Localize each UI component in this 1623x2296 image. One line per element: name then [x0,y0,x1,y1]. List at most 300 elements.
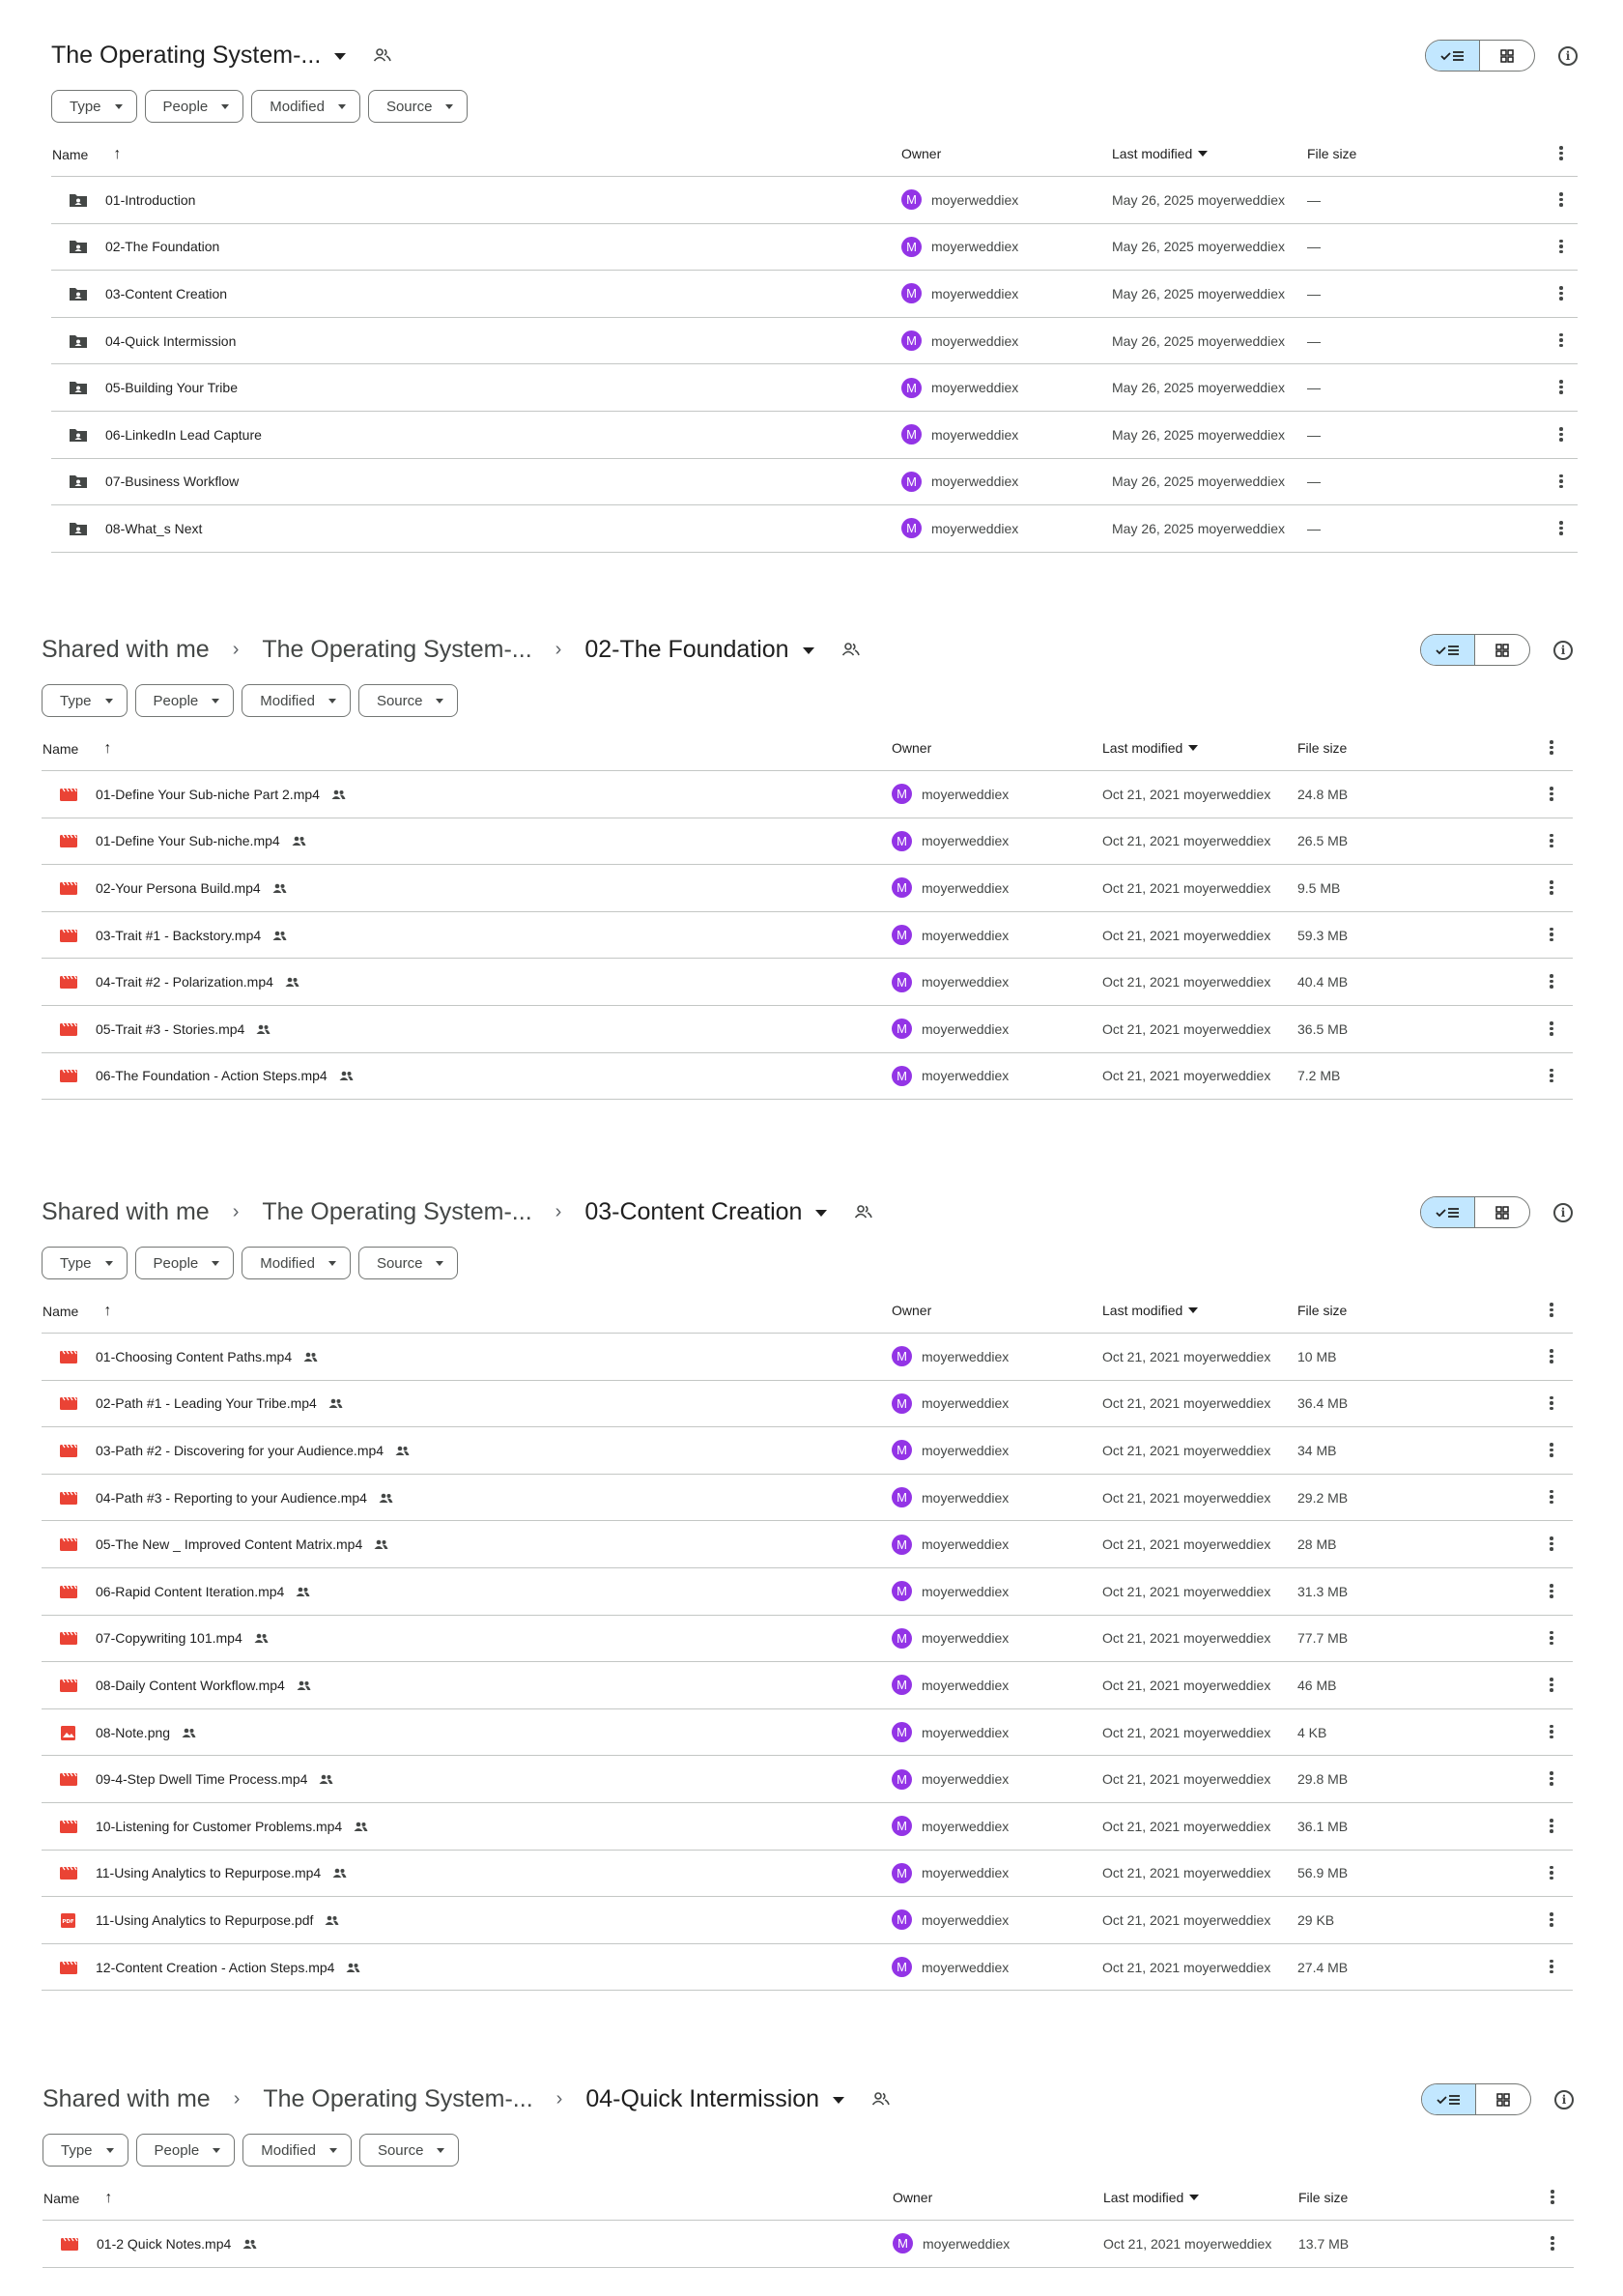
column-owner[interactable] [892,740,931,756]
table-row[interactable] [51,224,1578,272]
table-row[interactable] [42,1944,1573,1992]
column-last-modified[interactable] [1103,2190,1199,2205]
file-name[interactable]: 03-Trait #1 - Backstory.mp4 [96,927,262,943]
modified-cell [1102,818,1270,865]
file-name[interactable]: 02-The Foundation [105,239,220,255]
breadcrumb-link[interactable]: The Operating System-... [263,2084,533,2112]
modified-cell [1102,1662,1270,1708]
last-modified: Oct 21, 2021 moyerweddiex [1102,1536,1271,1553]
last-modified: Oct 21, 2021 moyerweddiex [1102,833,1271,849]
folder-title[interactable]: 04-Quick Intermission [585,2084,820,2112]
file-name-cell [69,318,236,364]
file-name[interactable]: 01-Define Your Sub-niche Part 2.mp4 [96,786,320,802]
file-name[interactable]: 06-Rapid Content Iteration.mp4 [96,1583,285,1599]
last-modified: May 26, 2025 moyerweddiex [1112,191,1285,208]
file-size: 29.8 MB [1297,1771,1349,1788]
filter-chip-label: People [162,98,209,115]
more-actions-icon[interactable] [1550,1582,1553,1600]
file-size: 13.7 MB [1298,2235,1350,2252]
owner-cell [892,1709,1009,1756]
modified-cell [1112,271,1285,317]
size-cell [1307,505,1321,552]
column-owner[interactable] [893,2190,932,2205]
column-name-label: Name [43,741,79,757]
file-name-cell [59,1521,388,1567]
file-name-cell [59,1568,310,1615]
filter-chip-type[interactable] [43,2134,128,2167]
file-name[interactable]: 05-Building Your Tribe [105,380,238,396]
last-modified: Oct 21, 2021 moyerweddiex [1102,974,1271,990]
table-row[interactable] [42,1568,1573,1616]
filter-chip-people[interactable] [135,684,235,717]
more-actions-icon[interactable] [1559,425,1563,444]
folder-view-4 [43,2080,1574,2272]
sort-dropdown-icon[interactable] [1189,2195,1199,2200]
owner-cell [901,412,1018,458]
file-name[interactable]: 01-2 Quick Notes.mp4 [97,2235,232,2252]
more-actions-icon[interactable] [1550,1019,1553,1038]
more-actions-icon[interactable] [1559,378,1563,396]
avatar: M [901,330,922,351]
table-row[interactable] [42,1897,1573,1944]
last-modified: May 26, 2025 moyerweddiex [1112,332,1285,349]
folder-view-3 [42,1192,1573,1995]
avatar: M [892,1863,912,1883]
modified-cell [1102,1475,1270,1521]
file-name-cell [69,459,239,505]
shared-icon [297,1678,311,1693]
table-row[interactable] [51,271,1578,318]
sort-ascending-icon[interactable]: ↑ [104,2190,113,2206]
layout-toggle [1425,40,1535,72]
file-name[interactable]: 01-Choosing Content Paths.mp4 [96,1348,293,1364]
more-actions-icon[interactable] [1550,1676,1553,1694]
chevron-right-icon: › [555,638,562,660]
file-name[interactable]: 03-Content Creation [105,285,228,301]
filter-chip-label: People [153,1254,199,1272]
table-row[interactable] [51,318,1578,365]
shared-icon [256,1021,270,1037]
column-last-modified[interactable] [1102,1303,1198,1318]
shared-icon [296,1584,310,1599]
more-actions-icon[interactable] [1559,284,1563,302]
more-actions-icon[interactable] [1559,519,1563,537]
table-row[interactable] [42,865,1573,912]
owner-cell [892,1756,1009,1802]
owner-name: moyerweddiex [922,1068,1010,1084]
owner-cell [892,1053,1009,1100]
file-size: 56.9 MB [1297,1865,1349,1881]
table-row[interactable] [42,959,1573,1006]
file-name[interactable]: 04-Trait #2 - Polarization.mp4 [96,974,273,990]
owner-cell [901,177,1018,223]
shared-people-icon[interactable] [871,2091,891,2107]
filter-chip-modified[interactable] [242,684,351,717]
owner-cell [901,318,1018,364]
shared-icon [379,1490,393,1506]
avatar: M [892,1675,912,1695]
more-actions-icon[interactable] [1550,1535,1553,1553]
more-actions-icon[interactable] [1550,1958,1553,1976]
grid-view-icon[interactable] [1475,1197,1529,1227]
more-actions-icon[interactable] [1559,473,1563,491]
file-name[interactable]: 04-Quick Intermission [105,332,237,349]
filter-chip-modified[interactable] [242,2134,352,2167]
owner-cell [901,459,1018,505]
column-options-icon[interactable] [1559,144,1563,162]
dropdown-arrow-icon [445,104,453,109]
folder-icon [69,239,88,254]
modified-cell [1102,1334,1270,1380]
video-icon [59,787,78,802]
size-cell [1297,1709,1326,1756]
file-name[interactable]: 03-Path #2 - Discovering for your Audience.mp4 [96,1442,384,1458]
column-name[interactable] [43,2190,112,2207]
more-actions-icon[interactable] [1550,972,1553,990]
folder-title[interactable]: The Operating System-... [51,41,322,69]
file-name[interactable]: 01-Define Your Sub-niche.mp4 [96,833,280,849]
size-cell [1297,1756,1348,1802]
column-name[interactable] [43,740,111,758]
chevron-right-icon: › [233,2087,241,2109]
owner-cell [901,505,1018,552]
owner-name: moyerweddiex [922,927,1010,943]
file-name[interactable]: 12-Content Creation - Action Steps.mp4 [96,1959,335,1975]
table-row[interactable] [42,1053,1573,1101]
more-actions-icon[interactable] [1550,1864,1553,1882]
owner-name: moyerweddiex [922,1724,1010,1740]
shared-icon [325,1912,339,1928]
last-modified: Oct 21, 2021 moyerweddiex [1102,1630,1271,1647]
avatar: M [892,1346,912,1366]
size-cell [1297,771,1348,818]
folder-title[interactable]: 03-Content Creation [584,1197,803,1225]
table-row[interactable] [51,459,1578,506]
layout-toggle [1420,634,1530,666]
shared-people-icon[interactable] [841,642,861,657]
shared-icon [242,2236,257,2252]
breadcrumb-link[interactable]: Shared with me [42,1197,210,1225]
grid-view-icon[interactable] [1476,2084,1530,2114]
table-row[interactable] [42,1427,1573,1475]
more-actions-icon[interactable] [1550,1629,1553,1648]
table-row[interactable] [51,177,1578,224]
column-options-icon[interactable] [1550,1301,1553,1319]
filter-chip-source[interactable] [368,90,469,123]
file-name[interactable]: 04-Path #3 - Reporting to your Audience.mp4 [96,1489,367,1506]
breadcrumb-link[interactable]: The Operating System-... [262,1197,532,1225]
more-actions-icon[interactable] [1550,1488,1553,1507]
file-name[interactable]: 09-4-Step Dwell Time Process.mp4 [96,1771,308,1788]
more-actions-icon[interactable] [1559,331,1563,350]
more-actions-icon[interactable] [1550,1723,1553,1741]
file-name[interactable]: 11-Using Analytics to Repurpose.mp4 [96,1865,322,1881]
folder-title[interactable]: 02-The Foundation [584,635,789,663]
file-name[interactable]: 08-What_s Next [105,520,203,536]
column-file-size[interactable] [1307,146,1356,161]
folder-header [42,1192,1573,1231]
dropdown-arrow-icon [213,2148,220,2153]
file-size: 36.1 MB [1297,1818,1349,1834]
dropdown-arrow-icon [328,1261,336,1266]
info-icon[interactable]: i [1553,641,1573,660]
breadcrumb-link[interactable]: The Operating System-... [262,635,532,663]
table-row[interactable] [42,1616,1573,1663]
sort-ascending-icon[interactable]: ↑ [113,146,122,162]
view-controls [1425,40,1578,72]
folder-menu-dropdown-icon[interactable] [334,53,346,60]
owner-cell [893,2221,1010,2267]
file-name[interactable]: 06-The Foundation - Action Steps.mp4 [96,1068,327,1084]
filter-chip-label: Source [385,98,433,115]
file-size: 28 MB [1297,1536,1337,1553]
more-actions-icon[interactable] [1550,878,1553,897]
file-name[interactable]: 06-LinkedIn Lead Capture [105,426,262,443]
dropdown-arrow-icon [212,699,219,703]
owner-name: moyerweddiex [922,1583,1010,1599]
video-icon [59,1678,78,1693]
column-name[interactable] [52,146,121,163]
table-row[interactable] [51,364,1578,412]
file-name-cell [59,1475,393,1521]
filter-chip-type[interactable] [42,1247,128,1279]
more-actions-icon[interactable] [1550,926,1553,944]
more-actions-icon[interactable] [1550,785,1553,803]
owner-name: moyerweddiex [922,833,1010,849]
shared-people-icon[interactable] [854,1204,873,1220]
more-actions-icon[interactable] [1550,1769,1553,1788]
file-name-cell [59,1662,311,1708]
last-modified: Oct 21, 2021 moyerweddiex [1102,1489,1271,1506]
file-name[interactable]: 02-Path #1 - Leading Your Tribe.mp4 [96,1395,317,1412]
last-modified: Oct 21, 2021 moyerweddiex [1102,1865,1271,1881]
last-modified: Oct 21, 2021 moyerweddiex [1103,2235,1272,2252]
avatar: M [893,2233,913,2253]
owner-cell [901,364,1018,411]
table-row[interactable] [51,412,1578,459]
more-actions-icon[interactable] [1550,1067,1553,1085]
sort-dropdown-icon[interactable] [1188,1307,1198,1313]
shared-icon [182,1725,196,1740]
more-actions-icon[interactable] [1550,832,1553,850]
column-modified-label: Last modified [1102,1303,1183,1318]
file-size: 27.4 MB [1297,1959,1349,1975]
avatar: M [892,925,912,945]
sort-ascending-icon[interactable]: ↑ [103,1303,112,1319]
file-name-cell [59,1897,339,1943]
filter-chip-people[interactable] [136,2134,236,2167]
more-actions-icon[interactable] [1559,238,1563,256]
file-name[interactable]: 07-Copywriting 101.mp4 [96,1630,242,1647]
modified-cell [1102,1851,1270,1897]
owner-name: moyerweddiex [923,2235,1011,2252]
table-row[interactable] [42,1803,1573,1851]
breadcrumb-link[interactable]: Shared with me [42,635,210,663]
file-name[interactable]: 05-The New _ Improved Content Matrix.mp4 [96,1536,363,1553]
video-icon [59,833,78,848]
modified-cell [1102,1053,1270,1100]
file-size: — [1307,426,1321,443]
owner-cell [892,1616,1009,1662]
info-icon[interactable]: i [1554,2090,1574,2109]
list-view-icon[interactable] [1421,635,1475,665]
more-actions-icon[interactable] [1559,190,1563,209]
size-cell [1307,318,1321,364]
video-icon [60,2236,79,2252]
table-row[interactable] [42,1851,1573,1898]
column-options-icon[interactable] [1551,2188,1554,2206]
filter-chip-people[interactable] [135,1247,235,1279]
size-cell [1297,865,1340,911]
file-size: — [1307,474,1321,490]
file-name[interactable]: 10-Listening for Customer Problems.mp4 [96,1818,343,1834]
table-row[interactable] [42,771,1573,818]
table-row[interactable] [42,1381,1573,1428]
last-modified: Oct 21, 2021 moyerweddiex [1102,1677,1271,1693]
column-owner[interactable] [901,146,941,161]
info-icon[interactable]: i [1558,46,1578,66]
table-row[interactable] [42,912,1573,960]
filter-chips [42,684,466,717]
file-name-cell [69,364,238,411]
filter-chip-type[interactable] [42,684,128,717]
pdf-icon [59,1912,78,1928]
video-icon [59,1443,78,1458]
filter-chip-source[interactable] [359,2134,460,2167]
owner-cell [892,1803,1009,1850]
file-name[interactable]: 11-Using Analytics to Repurpose.pdf [96,1911,314,1928]
table-row[interactable] [42,1475,1573,1522]
column-file-size[interactable] [1297,1303,1347,1318]
file-size: 46 MB [1297,1677,1337,1693]
column-file-size[interactable] [1297,740,1347,756]
column-name[interactable] [43,1303,111,1320]
file-name[interactable]: 01-Introduction [105,191,196,208]
file-size: — [1307,332,1321,349]
file-name[interactable]: 08-Daily Content Workflow.mp4 [96,1677,285,1693]
file-name-cell [59,959,299,1005]
file-size: 31.3 MB [1297,1583,1349,1599]
column-owner[interactable] [892,1303,931,1318]
avatar: M [901,189,922,210]
owner-cell [892,1851,1009,1897]
folder-icon [69,521,88,536]
table-row[interactable] [42,818,1573,866]
list-view-icon[interactable] [1421,1197,1475,1227]
sort-dropdown-icon[interactable] [1188,745,1198,751]
filter-chip-label: Type [60,1254,92,1272]
table-row[interactable] [42,1334,1573,1381]
chevron-right-icon: › [232,1200,240,1222]
avatar: M [901,378,922,398]
folder-menu-dropdown-icon[interactable] [833,2097,844,2104]
filter-chip-label: Source [376,1254,423,1272]
file-name[interactable]: 02-Your Persona Build.mp4 [96,879,261,896]
list-view-icon[interactable] [1426,41,1480,71]
table-row[interactable] [43,2221,1574,2268]
last-modified: May 26, 2025 moyerweddiex [1112,239,1285,255]
more-actions-icon[interactable] [1550,1347,1553,1365]
size-cell [1307,224,1321,271]
modified-cell [1102,1756,1270,1802]
owner-cell [892,1334,1009,1380]
more-actions-icon[interactable] [1550,1910,1553,1929]
grid-view-icon[interactable] [1475,635,1529,665]
column-last-modified[interactable] [1112,146,1208,161]
last-modified: Oct 21, 2021 moyerweddiex [1102,1348,1271,1364]
shared-people-icon[interactable] [373,47,392,63]
avatar: M [892,831,912,851]
filter-chip-people[interactable] [145,90,244,123]
file-size: 26.5 MB [1297,833,1349,849]
sort-ascending-icon[interactable]: ↑ [103,740,112,757]
owner-cell [892,1475,1009,1521]
folder-menu-dropdown-icon[interactable] [815,1210,827,1217]
more-actions-icon[interactable] [1550,1441,1553,1459]
file-name[interactable]: 08-Note.png [96,1724,171,1740]
filter-chip-source[interactable] [358,1247,459,1279]
more-actions-icon[interactable] [1551,2234,1554,2253]
modified-cell [1103,2221,1271,2267]
video-icon [59,1960,78,1975]
modified-cell [1102,959,1270,1005]
sort-dropdown-icon[interactable] [1198,151,1208,157]
column-name-label: Name [43,2191,80,2206]
column-last-modified[interactable] [1102,740,1198,756]
file-name-cell [59,1334,318,1380]
filter-chip-type[interactable] [51,90,137,123]
folder-menu-dropdown-icon[interactable] [803,647,814,654]
dropdown-arrow-icon [106,2148,114,2153]
table-row[interactable] [51,505,1578,553]
avatar: M [892,1628,912,1649]
file-name[interactable]: 05-Trait #3 - Stories.mp4 [96,1020,245,1037]
filter-chip-modified[interactable] [242,1247,351,1279]
file-name[interactable]: 07-Business Workflow [105,474,240,490]
table-row[interactable] [42,1709,1573,1757]
avatar: M [892,972,912,992]
list-view-icon[interactable] [1422,2084,1476,2114]
table-row[interactable] [42,1521,1573,1568]
filter-chip-modified[interactable] [251,90,360,123]
column-file-size[interactable] [1298,2190,1348,2205]
table-row[interactable] [42,1006,1573,1053]
shared-icon [254,1630,269,1646]
owner-name: moyerweddiex [922,1677,1010,1693]
breadcrumb-link[interactable]: Shared with me [43,2084,211,2112]
table-row[interactable] [42,1756,1573,1803]
more-actions-icon[interactable] [1550,1394,1553,1413]
info-icon[interactable]: i [1553,1203,1573,1222]
filter-chip-source[interactable] [358,684,459,717]
file-name-cell [59,1006,270,1052]
file-size: 24.8 MB [1297,786,1349,802]
filter-chips [42,1247,466,1279]
size-cell [1297,1568,1348,1615]
last-modified: Oct 21, 2021 moyerweddiex [1102,1395,1271,1412]
avatar: M [901,472,922,492]
more-actions-icon[interactable] [1550,1817,1553,1835]
last-modified: Oct 21, 2021 moyerweddiex [1102,1818,1271,1834]
last-modified: Oct 21, 2021 moyerweddiex [1102,1911,1271,1928]
file-name-cell [69,177,195,223]
file-size: — [1307,239,1321,255]
table-row[interactable] [42,1662,1573,1709]
owner-cell [892,818,1009,865]
grid-view-icon[interactable] [1480,41,1534,71]
column-options-icon[interactable] [1550,738,1553,757]
avatar: M [892,784,912,804]
